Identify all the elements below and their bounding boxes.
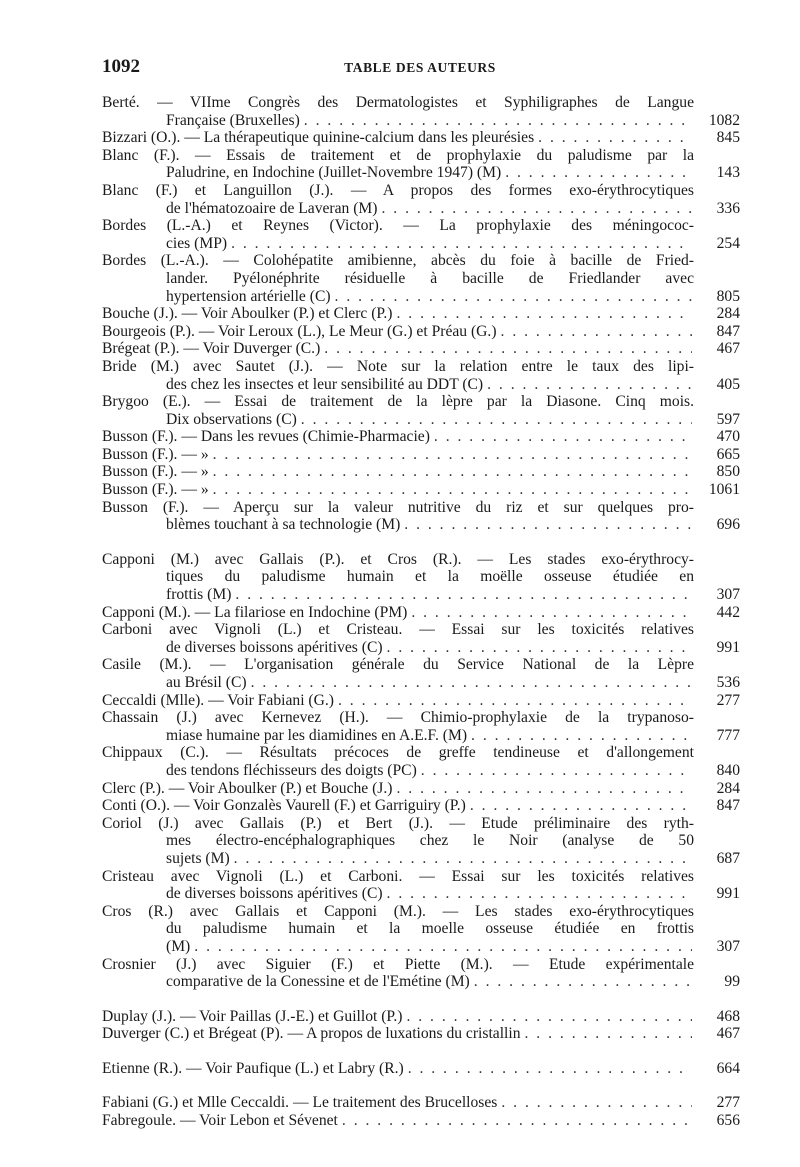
entry-text: Fabregoule. — Voir Lebon et Sévenet	[102, 1112, 338, 1130]
page-reference: 143	[716, 164, 740, 182]
entry-text: Bizzari (O.). — La thérapeutique quinine-calcium dans les pleurésies	[102, 129, 535, 147]
page-reference: 1061	[708, 481, 740, 499]
index-entry	[102, 956, 740, 991]
entry-last-line	[102, 692, 740, 710]
index-entry	[102, 604, 740, 622]
entry-line: Cristeau avec Vignoli (L.) et Carboni. — Essai sur les toxicités relatives	[102, 867, 694, 885]
entry-text: Française (Bruxelles)	[166, 111, 300, 129]
entry-line: Capponi (M.) avec Gallais (P.). et Cros (R.). — Les stades exo-érythrocy-	[102, 550, 694, 568]
entry-line: Chippaux (C.). — Résultats précoces de greffe tendineuse et d'allongement	[102, 744, 694, 762]
index-entry	[102, 656, 740, 691]
entry-last-line	[102, 797, 740, 815]
entry-text: Bouche (J.). — Voir Aboulker (P.) et Clerc (P.)	[102, 305, 393, 323]
entry-last-line	[102, 1060, 740, 1078]
entry-last-line	[102, 463, 740, 481]
index-entry	[102, 393, 740, 428]
entry-text: Dix observations (C)	[166, 410, 297, 428]
entry-last-line	[102, 481, 740, 499]
entry-line: Busson (F.). — Aperçu sur la valeur nutritive du riz et sur quelques pro-	[102, 498, 694, 516]
entry-last-line	[102, 164, 740, 182]
entry-last-line	[102, 1094, 740, 1112]
page-reference: 664	[716, 1059, 740, 1077]
page-reference: 467	[716, 340, 740, 358]
entry-text: cies (MP)	[166, 234, 228, 252]
page-reference: 840	[716, 761, 740, 779]
index-entry	[102, 744, 740, 779]
entry-text: Capponi (M.). — La filariose en Indochine (PM)	[102, 603, 408, 621]
dot-leader	[525, 1025, 693, 1043]
index-entry	[102, 621, 740, 656]
entry-line: Brygoo (E.). — Essai de traitement de la lèpre par la Diasone. Cinq mois.	[102, 393, 694, 411]
entry-text: de diverses boissons apéritives (C)	[166, 638, 383, 656]
page-number: 1092	[102, 56, 140, 77]
entry-last-line	[102, 885, 740, 903]
entry-line: Blanc (F.) et Languillon (J.). — A propos des formes exo-érythrocytiques	[102, 181, 694, 199]
dot-leader	[342, 1112, 692, 1130]
index-entry	[102, 94, 740, 129]
dot-leader	[213, 446, 692, 464]
index-entry	[102, 815, 740, 868]
entry-text: hypertension artérielle (C)	[166, 287, 331, 305]
dot-leader	[396, 305, 692, 323]
dot-leader	[234, 850, 692, 868]
entry-line: Crosnier (J.) avec Siguier (F.) et Piette (M.). — Etude expérimentale	[102, 955, 694, 973]
index-entry	[102, 340, 740, 358]
entry-last-line	[102, 1025, 740, 1043]
author-index-list	[102, 94, 740, 1130]
page-reference: 805	[716, 287, 740, 305]
entry-line: Bordes (L.-A.) et Reynes (Victor). — La prophylaxie des méningococ-	[102, 217, 694, 235]
page-reference: 284	[716, 779, 740, 797]
dot-leader	[505, 164, 692, 182]
entry-last-line	[102, 762, 740, 780]
running-title: TABLE DES AUTEURS	[344, 60, 496, 75]
dot-leader	[235, 586, 692, 604]
entry-last-line	[102, 639, 740, 657]
index-entry	[102, 481, 740, 499]
dot-leader	[471, 727, 692, 745]
entry-line: Carboni avec Vignoli (L.) et Cristeau. — Essai sur les toxicités relatives	[102, 621, 694, 639]
entry-line: Cros (R.) avec Gallais et Capponi (M.). — Les stades exo-érythrocytiques	[102, 902, 694, 920]
entry-text: miase humaine par les diamidines en A.E.F. (M)	[166, 726, 468, 744]
entry-last-line	[102, 938, 740, 956]
dot-leader	[538, 129, 692, 147]
index-entry	[102, 323, 740, 341]
page-reference: 597	[716, 410, 740, 428]
index-entry	[102, 780, 740, 798]
dot-leader	[434, 428, 692, 446]
index-entry	[102, 446, 740, 464]
entry-line: Blanc (F.). — Essais de traitement et de prophylaxie du paludisme par la	[102, 146, 694, 164]
index-entry	[102, 797, 740, 815]
entry-text: Ceccaldi (Mlle). — Voir Fabiani (G.)	[102, 691, 334, 709]
page-reference: 99	[724, 973, 740, 991]
page-reference: 467	[716, 1025, 740, 1043]
entry-text: Busson (F.). — »	[102, 445, 209, 463]
entry-last-line	[102, 323, 740, 341]
dot-leader	[487, 376, 692, 394]
entry-text: Busson (F.). — »	[102, 463, 209, 481]
dot-leader	[338, 692, 692, 710]
dot-leader	[406, 1008, 692, 1026]
entry-last-line	[102, 200, 740, 218]
entry-last-line	[102, 1112, 740, 1130]
dot-leader	[301, 411, 692, 429]
dot-leader	[474, 973, 692, 991]
page-reference: 991	[716, 638, 740, 656]
index-entry	[102, 903, 740, 956]
entry-text: Duplay (J.). — Voir Paillas (J.-E.) et Guillot (P.)	[102, 1007, 403, 1025]
dot-leader	[387, 885, 692, 903]
entry-last-line	[102, 288, 740, 306]
page-header	[102, 56, 738, 80]
entry-text: de diverses boissons apéritives (C)	[166, 885, 383, 903]
dot-leader	[381, 200, 692, 218]
page-reference: 307	[716, 937, 740, 955]
entry-last-line	[102, 516, 740, 534]
page-reference: 687	[716, 849, 740, 867]
entry-text: Fabiani (G.) et Mlle Ceccaldi. — Le traitement des Brucelloses	[102, 1094, 498, 1112]
page-reference: 470	[716, 428, 740, 446]
page-reference: 442	[716, 603, 740, 621]
entry-last-line	[102, 446, 740, 464]
entry-last-line	[102, 973, 740, 991]
entry-line: mes électro-encéphalographiques chez le Noir (analyse de 50	[166, 832, 694, 850]
entry-text: Busson (F.). — Dans les revues (Chimie-Pharmacie)	[102, 428, 430, 446]
page-reference: 777	[716, 726, 740, 744]
entry-last-line	[102, 850, 740, 868]
entry-last-line	[102, 340, 740, 358]
entry-last-line	[102, 112, 740, 130]
entry-text: (M)	[166, 937, 191, 955]
page-reference: 277	[716, 1094, 740, 1112]
entry-line: Casile (M.). — L'organisation générale du Service National de la Lèpre	[102, 656, 694, 674]
dot-leader	[421, 762, 692, 780]
page-reference: 536	[716, 674, 740, 691]
entry-text: des chez les insectes et leur sensibilité au DDT (C)	[166, 375, 484, 393]
page-reference: 307	[716, 586, 740, 604]
entry-last-line	[102, 1008, 740, 1026]
index-entry	[102, 1008, 740, 1026]
dot-leader	[213, 463, 692, 481]
index-entry	[102, 463, 740, 481]
page-reference: 850	[716, 463, 740, 481]
index-entry	[102, 499, 740, 534]
page-reference: 405	[716, 375, 740, 393]
entry-last-line	[102, 305, 740, 323]
page-reference: 277	[716, 691, 740, 709]
index-entry	[102, 305, 740, 323]
entry-text: Clerc (P.). — Voir Aboulker (P.) et Bouche (J.)	[102, 779, 393, 797]
entry-text: Bourgeois (P.). — Voir Leroux (L.), Le Meur (G.) et Préau (G.)	[102, 322, 497, 340]
dot-leader	[304, 112, 692, 130]
page-reference: 284	[716, 305, 740, 323]
entry-line: Coriol (J.) avec Gallais (P.) et Bert (J.). — Etude préliminaire des ryth-	[102, 814, 694, 832]
page-reference: 254	[716, 234, 740, 252]
dot-leader	[194, 938, 692, 956]
page-reference: 656	[716, 1112, 740, 1130]
dot-leader	[408, 1060, 692, 1078]
page-reference: 336	[716, 199, 740, 217]
dot-leader	[251, 674, 692, 692]
index-entry	[102, 217, 740, 252]
index-entry	[102, 551, 740, 604]
page-reference: 847	[716, 797, 740, 815]
entry-text: blèmes touchant à sa technologie (M)	[166, 516, 401, 534]
entry-last-line	[102, 235, 740, 253]
entry-text: Etienne (R.). — Voir Paufique (L.) et Labry (R.)	[102, 1059, 404, 1077]
entry-text: Busson (F.). — »	[102, 481, 209, 499]
page-reference: 665	[716, 445, 740, 463]
entry-text: Duverger (C.) et Brégeat (P). — A propos de luxations du cristallin	[102, 1025, 521, 1043]
index-entry	[102, 692, 740, 710]
entry-text: Paludrine, en Indochine (Juillet-Novembre 1947) (M)	[166, 164, 502, 182]
index-entry	[102, 709, 740, 744]
index-entry	[102, 147, 740, 182]
entry-last-line	[102, 780, 740, 798]
dot-leader	[396, 780, 692, 798]
page-reference: 845	[716, 129, 740, 147]
entry-last-line	[102, 376, 740, 394]
page-reference: 468	[716, 1007, 740, 1025]
dot-leader	[404, 516, 692, 534]
index-entry	[102, 1025, 740, 1043]
index-entry	[102, 868, 740, 903]
entry-line: Bride (M.) avec Sautet (J.). — Note sur la relation entre le taux des lipi-	[102, 357, 694, 375]
entry-text: de l'hématozoaire de Laveran (M)	[166, 199, 378, 217]
entry-line: Bordes (L.-A.). — Colohépatite amibienne, abcès du foie à bacille de Fried-	[102, 252, 694, 270]
dot-leader	[324, 340, 692, 358]
entry-last-line	[102, 129, 740, 147]
page-reference: 847	[716, 322, 740, 340]
index-entry	[102, 428, 740, 446]
dot-leader	[231, 235, 692, 253]
entry-last-line	[102, 674, 740, 692]
entry-line: Chassain (J.) avec Kernevez (H.). — Chimio-prophylaxie de la trypanoso-	[102, 709, 694, 727]
dot-leader	[213, 481, 692, 499]
index-entry	[102, 1094, 740, 1112]
entry-line: du paludisme humain et la moelle osseuse étudiée en frottis	[166, 920, 694, 938]
page-reference: 1082	[708, 111, 740, 129]
index-entry	[102, 129, 740, 147]
entry-text: des tendons fléchisseurs des doigts (PC)	[166, 761, 417, 779]
entry-line: tiques du paludisme humain et la moëlle osseuse étudiée en	[166, 568, 694, 586]
dot-leader	[411, 604, 692, 622]
index-entry	[102, 252, 740, 305]
index-entry	[102, 1112, 740, 1130]
entry-text: Brégeat (P.). — Voir Duverger (C.)	[102, 340, 321, 358]
dot-leader	[387, 639, 692, 657]
entry-text: au Brésil (C)	[166, 674, 247, 691]
dot-leader	[501, 1094, 692, 1112]
dot-leader	[501, 323, 692, 341]
entry-text: sujets (M)	[166, 849, 230, 867]
entry-line: Berté. — VIIme Congrès des Dermatologistes et Syphiligraphes de Langue	[102, 94, 694, 111]
entry-last-line	[102, 604, 740, 622]
index-entry	[102, 1060, 740, 1078]
page-reference: 696	[716, 516, 740, 534]
entry-text: comparative de la Conessine et de l'Emétine (M)	[166, 973, 470, 991]
index-entry	[102, 358, 740, 393]
dot-leader	[470, 797, 692, 815]
entry-last-line	[102, 586, 740, 604]
page-reference: 991	[716, 885, 740, 903]
entry-last-line	[102, 727, 740, 745]
entry-last-line	[102, 411, 740, 429]
dot-leader	[335, 288, 692, 306]
entry-text: Conti (O.). — Voir Gonzalès Vaurell (F.) et Garriguiry (P.)	[102, 797, 466, 815]
entry-line: lander. Pyélonéphrite résiduelle à bacille de Friedlander avec	[166, 269, 694, 287]
index-entry	[102, 182, 740, 217]
entry-last-line	[102, 428, 740, 446]
entry-text: frottis (M)	[166, 586, 232, 604]
